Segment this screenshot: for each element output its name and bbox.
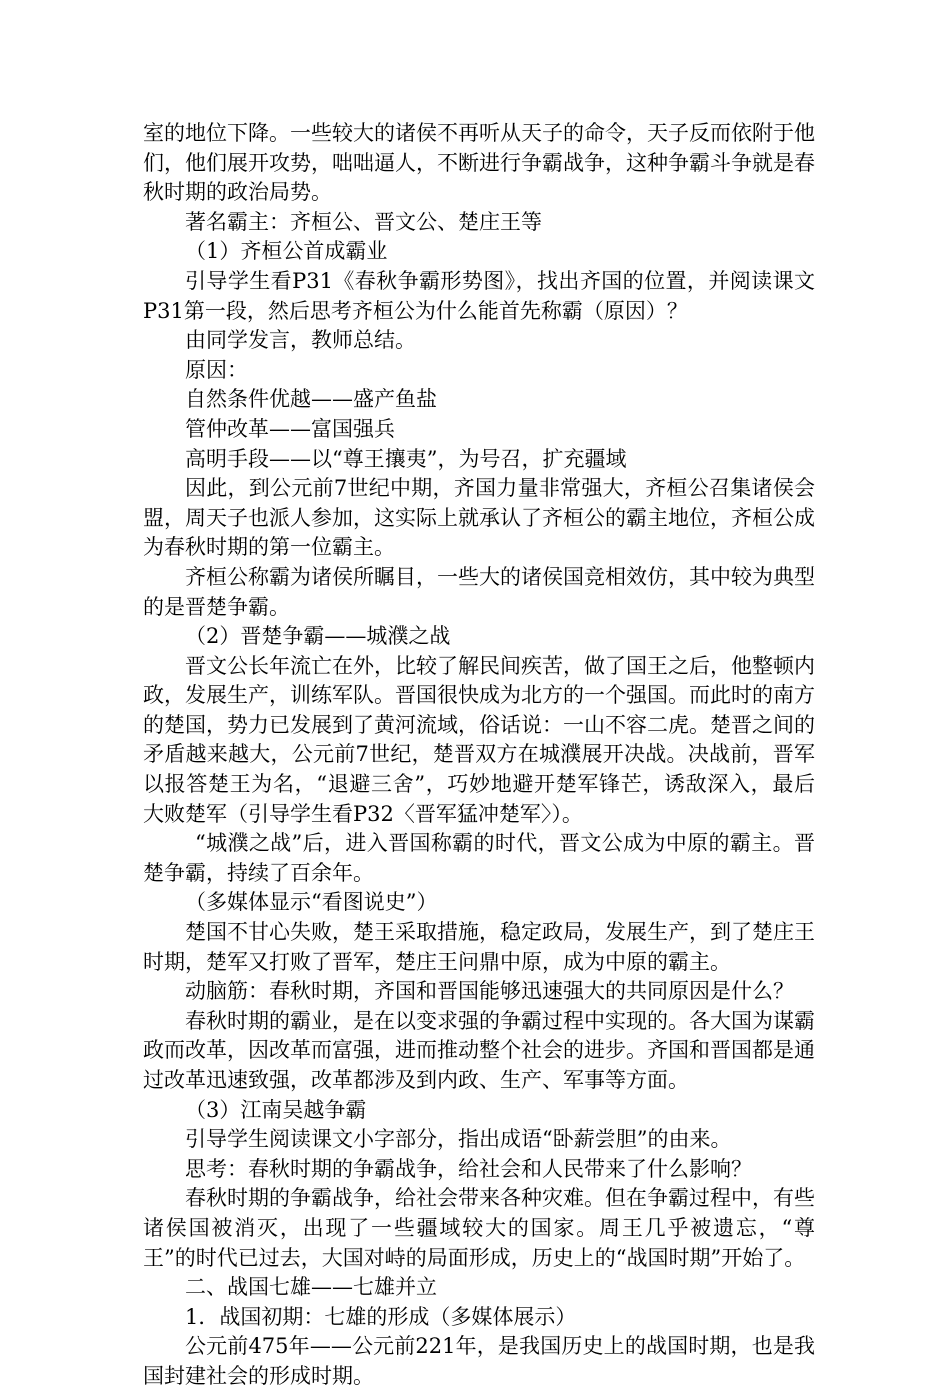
paragraph: 公元前475年——公元前221年，是我国历史上的战国时期，也是我国封建社会的形成时期。: [143, 1334, 815, 1388]
document-body: [143, 119, 815, 1392]
paragraph: 引导学生阅读课文小字部分，指出成语“卧薪尝胆”的由来。: [185, 1127, 732, 1152]
paragraph: 春秋时期的霸业，是在以变求强的争霸过程中实现的。各大国为谋霸政而改革，因改革而富强，进而推动整个社会的进步。齐国和晋国都是通过改革迅速致强，改革都涉及到内政、生产、军事等方面。: [143, 1008, 815, 1092]
section-heading: （1）齐桓公首成霸业: [185, 239, 388, 264]
paragraph: 动脑筋：春秋时期，齐国和晋国能够迅速强大的共同原因是什么？: [185, 979, 794, 1004]
paragraph: 晋文公长年流亡在外，比较了解民间疾苦，做了国王之后，他整顿内政，发展生产，训练军队。晋国很快成为北方的一个强国。而此时的南方的楚国，势力已发展到了黄河流域，俗话说：一山不容二虎。楚晋之间的矛盾越来越大，公元前7世纪，楚晋双方在城濮展开决战。决战前，晋军以报答楚王为名，“退避三舍”，巧妙地避开楚军锋芒，诱敌深入，最后大败楚军（引导学生看P32〈晋军猛冲楚军〉）。: [143, 653, 815, 826]
paragraph: 思考：春秋时期的争霸战争，给社会和人民带来了什么影响？: [185, 1156, 752, 1181]
paragraph: 齐桓公称霸为诸侯所瞩目，一些大的诸侯国竞相效仿，其中较为典型的是晋楚争霸。: [143, 564, 815, 619]
list-item: 管仲改革——富国强兵: [185, 416, 395, 441]
paragraph: 楚国不甘心失败，楚王采取措施，稳定政局，发展生产，到了楚庄王时期，楚军又打败了晋军，楚庄王问鼎中原，成为中原的霸主。: [143, 920, 815, 974]
paragraph: 著名霸主：齐桓公、晋文公、楚庄王等: [185, 209, 542, 234]
paragraph: 春秋时期的争霸战争，给社会带来各种灾难。但在争霸过程中，有些诸侯国被消灭，出现了一些疆域较大的国家。周王几乎被遗忘，“尊王”的时代已过去，大国对峙的局面形成，历史上的“战国时期”开始了。: [143, 1186, 815, 1270]
section-heading: （3）江南吴越争霸: [185, 1097, 367, 1122]
section-heading: 二、战国七雄——七雄并立: [185, 1275, 437, 1300]
paragraph: 由同学发言，教师总结。: [185, 328, 416, 353]
paragraph: （多媒体显示“看图说史”）: [185, 890, 438, 915]
paragraph: “城濮之战”后，进入晋国称霸的时代，晋文公成为中原的霸主。晋楚争霸，持续了百余年。: [143, 831, 815, 885]
section-heading: 1．战国初期：七雄的形成（多媒体展示）: [185, 1304, 577, 1329]
paragraph: 室的地位下降。一些较大的诸侯不再听从天子的命令，天子反而依附于他们，他们展开攻势，咄咄逼人，不断进行争霸战争，这种争霸斗争就是春秋时期的政治局势。: [143, 121, 815, 205]
list-item: 高明手段——以“尊王攘夷”，为号召，扩充疆域: [185, 446, 627, 471]
paragraph: 原因：: [185, 357, 248, 382]
section-heading: （2）晋楚争霸——城濮之战: [185, 624, 451, 649]
paragraph: 因此，到公元前7世纪中期，齐国力量非常强大，齐桓公召集诸侯会盟，周天子也派人参加，这实际上就承认了齐桓公的霸主地位，齐桓公成为春秋时期的第一位霸主。: [143, 476, 815, 560]
paragraph: 引导学生看P31《春秋争霸形势图》，找出齐国的位置，并阅读课文P31第一段，然后思考齐桓公为什么能首先称霸（原因）？: [143, 268, 815, 323]
list-item: 自然条件优越——盛产鱼盐: [185, 387, 437, 412]
